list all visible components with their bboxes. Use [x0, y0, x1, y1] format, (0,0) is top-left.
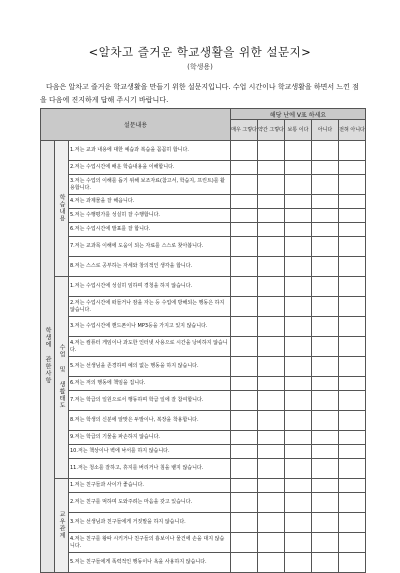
answer-checkbox-cell[interactable] [312, 357, 339, 377]
survey-row [41, 175, 366, 195]
answer-checkbox-cell[interactable] [339, 297, 366, 317]
answer-checkbox-cell[interactable] [339, 357, 366, 377]
answer-checkbox-cell[interactable] [258, 209, 285, 223]
question-text: 3.저는 수업의 이해를 돕기 위해 보조자료(참고서, 학습지, 프린트)를 활용합니다. [69, 175, 231, 195]
survey-row [41, 357, 366, 377]
answer-checkbox-cell[interactable] [258, 337, 285, 357]
answer-checkbox-cell[interactable] [312, 223, 339, 237]
answer-checkbox-cell[interactable] [231, 357, 258, 377]
question-text: 8.저는 스스로 공부하는 자세와 창의적인 생각을 합니다. [69, 257, 231, 277]
answer-checkbox-cell[interactable] [231, 337, 258, 357]
survey-row [41, 141, 366, 161]
answer-checkbox-cell[interactable] [339, 493, 366, 513]
answer-checkbox-cell[interactable] [285, 357, 312, 377]
answer-checkbox-cell[interactable] [339, 337, 366, 357]
answer-checkbox-cell[interactable] [339, 533, 366, 553]
answer-checkbox-cell[interactable] [231, 513, 258, 533]
question-text: 10.저는 책상이나 벽에 낙서를 하지 않습니다. [69, 445, 231, 459]
answer-checkbox-cell[interactable] [312, 377, 339, 391]
answer-checkbox-cell[interactable] [339, 391, 366, 411]
answer-checkbox-cell[interactable] [339, 445, 366, 459]
answer-checkbox-cell[interactable] [312, 459, 339, 479]
answer-checkbox-cell[interactable] [231, 237, 258, 257]
answer-checkbox-cell[interactable] [231, 317, 258, 337]
question-text: 2.저는 수업시간에 떠들거나 잠을 자는 등 수업에 방해되는 행동은 하지 않습니다. [69, 297, 231, 317]
answer-checkbox-cell[interactable] [231, 141, 258, 161]
answer-checkbox-cell[interactable] [312, 479, 339, 493]
answer-checkbox-cell[interactable] [285, 553, 312, 573]
answer-checkbox-cell[interactable] [312, 533, 339, 553]
survey-row [41, 237, 366, 257]
answer-checkbox-cell[interactable] [258, 411, 285, 431]
answer-checkbox-cell[interactable] [312, 257, 339, 277]
answer-checkbox-cell[interactable] [231, 445, 258, 459]
survey-row [41, 553, 366, 573]
survey-intro: 다음은 알차고 즐거운 학교생활을 만들기 위한 설문지입니다. 수업 시간이나 학교생활을 하면서 느낀 점을 다음에 진지하게 답해 주시기 바랍니다. [40, 83, 359, 104]
answer-checkbox-cell[interactable] [285, 257, 312, 277]
question-text: 2.저는 친구를 먹하며 도와주려는 마음을 갖고 있습니다. [69, 493, 231, 513]
answer-checkbox-cell[interactable] [312, 237, 339, 257]
answer-checkbox-cell[interactable] [285, 175, 312, 195]
section-label [55, 479, 69, 573]
answer-checkbox-cell[interactable] [285, 431, 312, 445]
question-text: 5.저는 선생님을 존경하며 예의 없는 행동을 하지 않습니다. [69, 357, 231, 377]
answer-checkbox-cell[interactable] [258, 317, 285, 337]
answer-checkbox-cell[interactable] [312, 431, 339, 445]
section-label-text: 교우관계 [58, 510, 65, 539]
answer-checkbox-cell[interactable] [312, 209, 339, 223]
question-text: 7.저는 학급의 일원으로서 행동하며 학급 일에 잘 참여합니다. [69, 391, 231, 411]
answer-checkbox-cell[interactable] [285, 237, 312, 257]
answer-checkbox-cell[interactable] [231, 209, 258, 223]
survey-row [41, 337, 366, 357]
question-text: 6.저는 수업시간에 발표를 잘 합니다. [69, 223, 231, 237]
section-label [55, 277, 69, 479]
answer-checkbox-cell[interactable] [312, 297, 339, 317]
answer-checkbox-cell[interactable] [312, 141, 339, 161]
answer-checkbox-cell[interactable] [339, 411, 366, 431]
answer-checkbox-cell[interactable] [258, 377, 285, 391]
item-header: 설문내용 [41, 109, 231, 141]
question-text: 3.저는 수업시간에 핸드폰이나 MP3등을 가지고 있지 않습니다. [69, 317, 231, 337]
section-label [55, 141, 69, 277]
question-text: 1.저는 교과 내용에 대한 예습과 복습을 꼼꼼히 합니다. [69, 141, 231, 161]
option-header: 아니다 [312, 120, 339, 141]
answer-checkbox-cell[interactable] [285, 493, 312, 513]
answer-checkbox-cell[interactable] [231, 277, 258, 297]
survey-title: <알차고 즐거운 학교생활을 위한 설문지> [88, 45, 312, 59]
survey-subtitle: (학생용) [187, 63, 213, 71]
response-group-header: 해당 난에 V표 하세요 [231, 109, 366, 120]
answer-checkbox-cell[interactable] [339, 431, 366, 445]
survey-row [41, 445, 366, 459]
survey-row [41, 223, 366, 237]
option-header: 보통 이다 [285, 120, 312, 141]
answer-checkbox-cell[interactable] [285, 317, 312, 337]
answer-checkbox-cell[interactable] [231, 431, 258, 445]
question-text: 7.저는 교과목 이해에 도움이 되는 자료를 스스로 찾아봅니다. [69, 237, 231, 257]
answer-checkbox-cell[interactable] [231, 257, 258, 277]
survey-row [41, 513, 366, 533]
answer-checkbox-cell[interactable] [285, 297, 312, 317]
answer-checkbox-cell[interactable] [312, 337, 339, 357]
main-category-label [41, 141, 55, 573]
section-label-text: 학습내용 [58, 193, 65, 222]
answer-checkbox-cell[interactable] [258, 493, 285, 513]
survey-row [41, 209, 366, 223]
survey-row [41, 257, 366, 277]
answer-checkbox-cell[interactable] [258, 553, 285, 573]
question-text: 4.저는 친구를 왕따 시키거나 친구들의 흉보이나 물건에 손을 대지 않습니다. [69, 533, 231, 553]
question-text: 3.저는 선생님과 친구들에게 거짓말을 하지 않습니다. [69, 513, 231, 533]
question-text: 6.저는 저의 행동에 책임을 집니다. [69, 377, 231, 391]
survey-table [40, 108, 366, 573]
answer-checkbox-cell[interactable] [312, 175, 339, 195]
answer-checkbox-cell[interactable] [258, 445, 285, 459]
survey-row [41, 277, 366, 297]
survey-row [41, 317, 366, 337]
answer-checkbox-cell[interactable] [285, 195, 312, 209]
answer-checkbox-cell[interactable] [285, 533, 312, 553]
answer-checkbox-cell[interactable] [231, 223, 258, 237]
question-text: 11.저는 청소를 잘하고, 휴지를 버리거나 침을 뱉지 않습니다. [69, 459, 231, 479]
answer-checkbox-cell[interactable] [258, 257, 285, 277]
answer-checkbox-cell[interactable] [231, 161, 258, 175]
answer-checkbox-cell[interactable] [258, 431, 285, 445]
answer-checkbox-cell[interactable] [231, 479, 258, 493]
answer-checkbox-cell[interactable] [231, 391, 258, 411]
answer-checkbox-cell[interactable] [339, 377, 366, 391]
answer-checkbox-cell[interactable] [258, 277, 285, 297]
answer-checkbox-cell[interactable] [339, 553, 366, 573]
question-text: 8.저는 학생의 신분에 알맞은 두발이나, 복장을 착용합니다. [69, 411, 231, 431]
answer-checkbox-cell[interactable] [312, 411, 339, 431]
answer-checkbox-cell[interactable] [285, 459, 312, 479]
option-header: 전혀 아니다 [339, 120, 366, 141]
answer-checkbox-cell[interactable] [312, 391, 339, 411]
section-label-text: 수업 및 생활태도 [58, 344, 65, 409]
answer-checkbox-cell[interactable] [258, 237, 285, 257]
answer-checkbox-cell[interactable] [258, 479, 285, 493]
answer-checkbox-cell[interactable] [231, 195, 258, 209]
answer-checkbox-cell[interactable] [231, 297, 258, 317]
answer-checkbox-cell[interactable] [312, 317, 339, 337]
answer-checkbox-cell[interactable] [258, 391, 285, 411]
answer-checkbox-cell[interactable] [285, 411, 312, 431]
answer-checkbox-cell[interactable] [312, 195, 339, 209]
answer-checkbox-cell[interactable] [339, 237, 366, 257]
answer-checkbox-cell[interactable] [285, 141, 312, 161]
question-text: 1.저는 수업시간에 성실히 임하며 경청을 하지 않습니다. [69, 277, 231, 297]
answer-checkbox-cell[interactable] [339, 479, 366, 493]
answer-checkbox-cell[interactable] [258, 357, 285, 377]
answer-checkbox-cell[interactable] [285, 161, 312, 175]
answer-checkbox-cell[interactable] [231, 459, 258, 479]
survey-row [41, 431, 366, 445]
answer-checkbox-cell[interactable] [285, 377, 312, 391]
answer-checkbox-cell[interactable] [285, 445, 312, 459]
answer-checkbox-cell[interactable] [285, 391, 312, 411]
answer-checkbox-cell[interactable] [285, 513, 312, 533]
answer-checkbox-cell[interactable] [231, 175, 258, 195]
survey-row [41, 459, 366, 479]
answer-checkbox-cell[interactable] [285, 479, 312, 493]
answer-checkbox-cell[interactable] [231, 377, 258, 391]
survey-row [41, 493, 366, 513]
answer-checkbox-cell[interactable] [231, 493, 258, 513]
question-text: 9.저는 학급의 기물을 파손하지 않습니다. [69, 431, 231, 445]
question-text: 2.저는 수업시간에 배운 학습내용을 이해합니다. [69, 161, 231, 175]
answer-checkbox-cell[interactable] [339, 257, 366, 277]
answer-checkbox-cell[interactable] [312, 161, 339, 175]
answer-checkbox-cell[interactable] [339, 459, 366, 479]
answer-checkbox-cell[interactable] [312, 513, 339, 533]
answer-checkbox-cell[interactable] [231, 533, 258, 553]
answer-checkbox-cell[interactable] [258, 223, 285, 237]
answer-checkbox-cell[interactable] [312, 553, 339, 573]
option-header: 매우 그렇다 [231, 120, 258, 141]
answer-checkbox-cell[interactable] [285, 277, 312, 297]
answer-checkbox-cell[interactable] [339, 161, 366, 175]
question-text: 5.저는 친구들에게 폭력적인 행동이나 욕을 사용하지 않습니다. [69, 553, 231, 573]
question-text: 4.저는 컴퓨터 게임이나 과도한 인터넷 사용으로 시간을 낭비하지 않습니다. [69, 337, 231, 357]
survey-row [41, 411, 366, 431]
answer-checkbox-cell[interactable] [312, 277, 339, 297]
answer-checkbox-cell[interactable] [258, 533, 285, 553]
survey-row [41, 479, 366, 493]
question-text: 4.저는 과제물을 잘 해옵니다. [69, 195, 231, 209]
answer-checkbox-cell[interactable] [339, 141, 366, 161]
answer-checkbox-cell[interactable] [258, 175, 285, 195]
answer-checkbox-cell[interactable] [258, 141, 285, 161]
answer-checkbox-cell[interactable] [285, 337, 312, 357]
answer-checkbox-cell[interactable] [339, 513, 366, 533]
survey-row [41, 297, 366, 317]
answer-checkbox-cell[interactable] [258, 195, 285, 209]
question-text: 1.저는 친구들과 사이가 좋습니다. [69, 479, 231, 493]
answer-checkbox-cell[interactable] [231, 553, 258, 573]
survey-row [41, 161, 366, 175]
answer-checkbox-cell[interactable] [339, 195, 366, 209]
answer-checkbox-cell[interactable] [285, 209, 312, 223]
answer-checkbox-cell[interactable] [339, 317, 366, 337]
answer-checkbox-cell[interactable] [258, 297, 285, 317]
answer-checkbox-cell[interactable] [231, 411, 258, 431]
answer-checkbox-cell[interactable] [285, 223, 312, 237]
main-category-text: 학생에 관한사항 [44, 327, 51, 384]
answer-checkbox-cell[interactable] [258, 459, 285, 479]
answer-checkbox-cell[interactable] [339, 223, 366, 237]
survey-row [41, 377, 366, 391]
answer-checkbox-cell[interactable] [258, 161, 285, 175]
answer-checkbox-cell[interactable] [339, 277, 366, 297]
survey-row [41, 195, 366, 209]
answer-checkbox-cell[interactable] [312, 493, 339, 513]
answer-checkbox-cell[interactable] [258, 513, 285, 533]
survey-row [41, 391, 366, 411]
survey-row [41, 533, 366, 553]
answer-checkbox-cell[interactable] [312, 445, 339, 459]
option-header: 약간 그렇다 [258, 120, 285, 141]
answer-checkbox-cell[interactable] [339, 209, 366, 223]
answer-checkbox-cell[interactable] [339, 175, 366, 195]
question-text: 5.저는 수행평가를 성실히 잘 수행합니다. [69, 209, 231, 223]
